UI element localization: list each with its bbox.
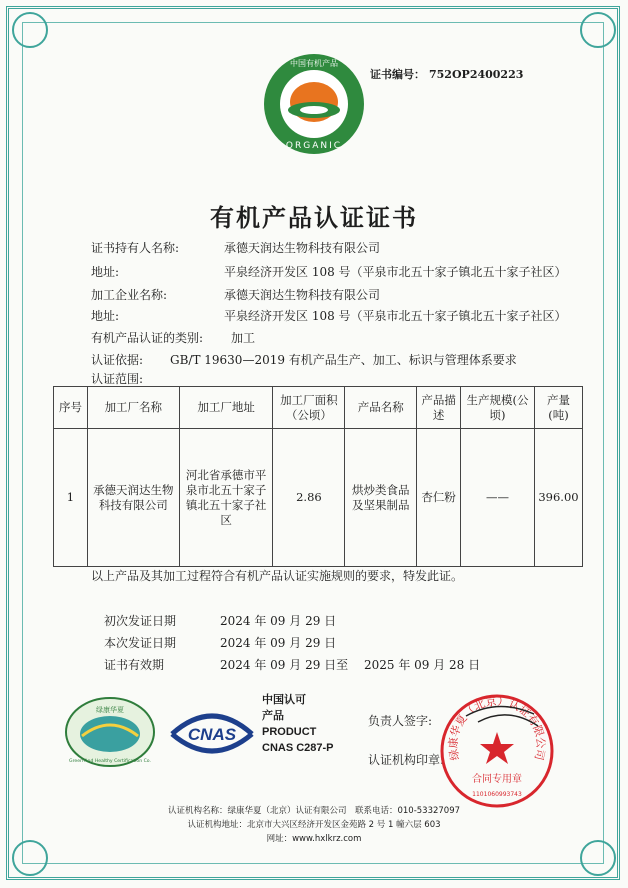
header-index: 序号 <box>54 387 88 429</box>
cnas-accreditation-text <box>262 692 334 756</box>
svg-text:绿康华夏（北京）认证有限公司: 绿康华夏（北京）认证有限公司 <box>446 694 548 762</box>
header-factory-name: 加工厂名称 <box>87 387 179 429</box>
cell-scale: —— <box>461 429 535 567</box>
corner-ornament <box>580 12 616 48</box>
first-issue-label: 初次发证日期 <box>104 614 177 628</box>
header-product-desc: 产品描述 <box>417 387 461 429</box>
cnas-line: 产品 <box>262 710 284 722</box>
svg-text:中国有机产品: 中国有机产品 <box>290 59 338 68</box>
cnas-line: PRODUCT <box>262 726 317 738</box>
footer-line: 认证机构名称：绿康华夏（北京）认证有限公司 联系电话：010-53327097 <box>167 806 461 816</box>
certificate-number-label: 证书编号： <box>370 68 425 81</box>
cell-factory-address: 河北省承德市平泉市北五十家子镇北五十家子社区 <box>179 429 273 567</box>
basis-label: 认证依据: <box>91 353 144 367</box>
product-table <box>53 386 583 567</box>
cnas-line: CNAS C287-P <box>262 742 334 754</box>
current-issue-value: 2024 年 09 月 29 日 <box>220 636 337 650</box>
header-scale: 生产规模(公顷) <box>461 387 535 429</box>
certifier-seal-label: 认证机构印章: <box>368 753 445 767</box>
first-issue-value: 2024 年 09 月 29 日 <box>220 614 337 628</box>
scope-label: 认证范围: <box>91 372 144 386</box>
red-company-seal <box>438 692 556 810</box>
cell-product-desc: 杏仁粉 <box>417 429 461 567</box>
svg-text:ORGANIC: ORGANIC <box>285 141 343 151</box>
corner-ornament <box>580 840 616 876</box>
processor-name-label: 加工企业名称: <box>91 288 168 302</box>
header-product-name: 产品名称 <box>345 387 417 429</box>
header-factory-address: 加工厂地址 <box>179 387 273 429</box>
organic-logo <box>262 52 366 156</box>
signatory-label: 负责人签字: <box>368 714 433 728</box>
current-issue-label: 本次发证日期 <box>104 636 177 650</box>
cell-output: 396.00 <box>534 429 582 567</box>
table-header-row <box>54 387 583 429</box>
certificate-number <box>370 66 523 82</box>
holder-address-value: 平泉经济开发区 108 号（平泉市北五十家子镇北五十家子社区） <box>224 265 567 279</box>
green-certification-logo <box>64 696 156 768</box>
corner-ornament <box>12 840 48 876</box>
svg-text:绿康华夏: 绿康华夏 <box>96 706 124 714</box>
validity-label: 证书有效期 <box>104 658 165 672</box>
holder-name-label: 证书持有人名称: <box>91 241 180 255</box>
holder-address-label: 地址: <box>91 265 120 279</box>
svg-text:合同专用章: 合同专用章 <box>472 774 522 785</box>
holder-name-value: 承德天润达生物科技有限公司 <box>224 241 381 255</box>
statement: 以上产品及其加工过程符合有机产品认证实施规则的要求，特发此证。 <box>91 569 464 583</box>
svg-text:CNAS: CNAS <box>187 725 237 744</box>
processor-name-value: 承德天润达生物科技有限公司 <box>224 288 381 302</box>
certificate-title: 有机产品认证证书 <box>210 203 418 232</box>
cell-index: 1 <box>54 429 88 567</box>
svg-text:Green And Healthy Certificatio: Green And Healthy Certification Co. <box>69 759 151 764</box>
cnas-line: 中国认可 <box>262 694 306 706</box>
footer-line: 认证机构地址：北京市大兴区经济开发区金苑路 2 号 1 幢六层 603 <box>187 820 441 830</box>
corner-ornament <box>12 12 48 48</box>
header-output: 产量(吨) <box>534 387 582 429</box>
category-value: 加工 <box>231 331 256 345</box>
category-label: 有机产品认证的类别: <box>91 331 204 345</box>
svg-text:1101060993743: 1101060993743 <box>472 791 522 798</box>
validity-value: 2024 年 09 月 29 日至 2025 年 09 月 28 日 <box>220 658 481 672</box>
basis-value: GB/T 19630—2019 有机产品生产、加工、标识与管理体系要求 <box>170 353 517 367</box>
processor-address-value: 平泉经济开发区 108 号（平泉市北五十家子镇北五十家子社区） <box>224 309 567 323</box>
table-row <box>54 429 583 567</box>
cell-product-name: 烘炒类食品及坚果制品 <box>345 429 417 567</box>
cell-area: 2.86 <box>273 429 345 567</box>
certificate-number-value: 752OP2400223 <box>429 68 524 81</box>
processor-address-label: 地址: <box>91 309 120 323</box>
cell-factory-name: 承德天润达生物科技有限公司 <box>87 429 179 567</box>
header-area: 加工厂面积（公顷） <box>273 387 345 429</box>
cnas-logo <box>170 704 254 762</box>
footer-line: 网址：www.hxlkrz.com <box>266 834 362 844</box>
